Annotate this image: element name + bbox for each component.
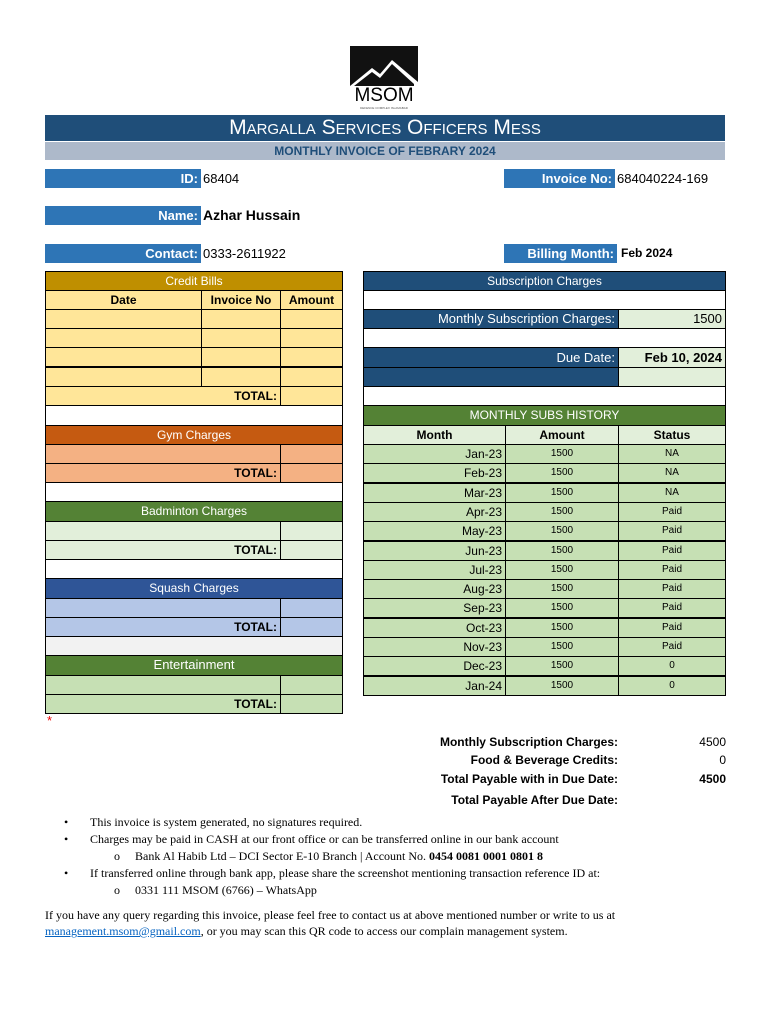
credit-col-invoice: Invoice No: [201, 290, 281, 310]
badminton-row: [45, 521, 281, 541]
spacer-row: [45, 636, 343, 656]
summary-after-label: Total Payable After Due Date:: [451, 793, 618, 807]
summary-within-label: Total Payable with in Due Date:: [440, 772, 618, 786]
history-month-cell: Dec-23: [363, 656, 506, 676]
badminton-charges-header: Badminton Charges: [45, 501, 343, 522]
history-month-cell: Apr-23: [363, 502, 506, 522]
history-status-cell: NA: [618, 444, 726, 464]
monthly-subscription-value: 1500: [618, 309, 726, 329]
gym-total-label: TOTAL:: [45, 463, 281, 483]
note-item: • Charges may be paid in CASH at our front office or can be transferred online in our bank account: [64, 832, 559, 846]
subs-history-header: MONTHLY SUBS HISTORY: [363, 405, 726, 426]
page-title: Margalla Services Officers Mess: [45, 115, 725, 141]
due-date-blank: [363, 367, 619, 387]
badminton-row-amount: [280, 521, 343, 541]
logo: [350, 46, 418, 110]
credit-total-label: TOTAL:: [45, 386, 281, 406]
history-month-cell: Jul-23: [363, 560, 506, 580]
id-value: 68404: [203, 171, 240, 186]
history-amount-cell: 1500: [505, 579, 619, 599]
contact-label: Contact:: [45, 244, 201, 263]
gym-row: [45, 444, 281, 464]
history-amount-cell: 1500: [505, 541, 619, 561]
history-amount-cell: 1500: [505, 637, 619, 657]
credit-row-amount: [280, 328, 343, 348]
history-status-cell: 0: [618, 676, 726, 696]
note-item: • If transferred online through bank app, please share the screenshot mentioning transaction reference ID at:: [64, 866, 601, 880]
logo-text: MSOM: [354, 85, 414, 106]
summary-food-value: 0: [719, 753, 726, 767]
history-month-cell: Nov-23: [363, 637, 506, 657]
history-col-amount: Amount: [505, 425, 619, 445]
badminton-total-value: [280, 540, 343, 560]
credit-row-date: [45, 309, 202, 329]
entertainment-row: [45, 675, 281, 695]
bank-account-number: 0454 0081 0001 0801 8: [429, 849, 544, 863]
history-amount-cell: 1500: [505, 618, 619, 638]
entertainment-total-label: TOTAL:: [45, 694, 281, 714]
invoice-no-label: Invoice No:: [504, 169, 615, 188]
billing-month-label: Billing Month:: [504, 244, 617, 263]
history-status-cell: 0: [618, 656, 726, 676]
id-label: ID:: [45, 169, 201, 188]
subscription-header: Subscription Charges: [363, 271, 726, 291]
footer-text: If you have any query regarding this invoice, please feel free to contact us at above mentioned number or write to us at management.msom@gmail.com, or you may scan this QR code to access our complain management system.: [45, 908, 616, 938]
asterisk-mark: *: [47, 713, 53, 728]
history-month-cell: Mar-23: [363, 483, 506, 503]
credit-row-amount: [280, 347, 343, 367]
history-month-cell: Jan-24: [363, 676, 506, 696]
summary-food-label: Food & Beverage Credits:: [470, 753, 618, 767]
history-status-cell: NA: [618, 483, 726, 503]
spacer-row: [45, 482, 343, 502]
squash-total-label: TOTAL:: [45, 617, 281, 637]
history-col-status: Status: [618, 425, 726, 445]
summary-monthly-value: 4500: [699, 735, 726, 749]
spacer-row: [45, 559, 343, 579]
history-status-cell: Paid: [618, 502, 726, 522]
credit-row-invoice: [201, 347, 281, 367]
squash-total-value: [280, 617, 343, 637]
history-month-cell: Sep-23: [363, 598, 506, 618]
name-label: Name:: [45, 206, 201, 225]
note-item: • This invoice is system generated, no signatures required.: [64, 815, 363, 829]
summary-monthly-label: Monthly Subscription Charges:: [439, 735, 618, 749]
history-amount-cell: 1500: [505, 521, 619, 541]
notes-list: [64, 814, 724, 899]
subscription-blank-row: [363, 290, 726, 310]
gym-row-amount: [280, 444, 343, 464]
credit-col-date: Date: [45, 290, 202, 310]
spacer-row: [45, 405, 343, 426]
credit-row-invoice: [201, 309, 281, 329]
credit-total-value: [280, 386, 343, 406]
history-month-cell: Feb-23: [363, 463, 506, 483]
credit-row-date: [45, 367, 202, 387]
due-date-label: Due Date:: [363, 347, 619, 368]
squash-row-amount: [280, 598, 343, 618]
history-amount-cell: 1500: [505, 483, 619, 503]
credit-row-amount: [280, 309, 343, 329]
history-month-cell: May-23: [363, 521, 506, 541]
credit-row-date: [45, 347, 202, 367]
credit-row-invoice: [201, 367, 281, 387]
note-subitem: o 0331 111 MSOM (6766) – WhatsApp: [114, 883, 317, 897]
due-date-blank-value: [618, 367, 726, 387]
squash-row: [45, 598, 281, 618]
history-amount-cell: 1500: [505, 598, 619, 618]
contact-value: 0333-2611922: [203, 246, 286, 261]
history-amount-cell: 1500: [505, 444, 619, 464]
history-amount-cell: 1500: [505, 656, 619, 676]
badminton-total-label: TOTAL:: [45, 540, 281, 560]
history-status-cell: NA: [618, 463, 726, 483]
history-month-cell: Jun-23: [363, 541, 506, 561]
credit-row-amount: [280, 367, 343, 387]
history-month-cell: Aug-23: [363, 579, 506, 599]
name-value: Azhar Hussain: [203, 207, 301, 223]
credit-row-invoice: [201, 328, 281, 348]
history-amount-cell: 1500: [505, 502, 619, 522]
history-month-cell: Jan-23: [363, 444, 506, 464]
history-status-cell: Paid: [618, 560, 726, 580]
gym-charges-header: Gym Charges: [45, 425, 343, 445]
credit-col-amount: Amount: [280, 290, 343, 310]
gym-total-value: [280, 463, 343, 483]
logo-mountain-icon: [350, 46, 418, 86]
history-amount-cell: 1500: [505, 676, 619, 696]
history-status-cell: Paid: [618, 521, 726, 541]
monthly-subscription-label: Monthly Subscription Charges:: [363, 309, 619, 329]
history-amount-cell: 1500: [505, 560, 619, 580]
due-date-value: Feb 10, 2024: [618, 347, 726, 368]
credit-bills-header: Credit Bills: [45, 271, 343, 291]
history-month-cell: Oct-23: [363, 618, 506, 638]
history-status-cell: Paid: [618, 579, 726, 599]
history-amount-cell: 1500: [505, 463, 619, 483]
subscription-blank-row: [363, 386, 726, 406]
history-status-cell: Paid: [618, 598, 726, 618]
history-status-cell: Paid: [618, 618, 726, 638]
entertainment-total-value: [280, 694, 343, 714]
squash-charges-header: Squash Charges: [45, 578, 343, 599]
history-status-cell: Paid: [618, 637, 726, 657]
note-subitem: o Bank Al Habib Ltd – DCI Sector E-10 Branch | Account No. 0454 0081 0001 0801 8: [114, 849, 544, 863]
invoice-no-value: 684040224-169: [617, 171, 709, 186]
billing-month-value: Feb 2024: [621, 246, 673, 260]
credit-row-date: [45, 328, 202, 348]
summary-within-value: 4500: [699, 772, 726, 786]
history-col-month: Month: [363, 425, 506, 445]
logo-tagline: DEFENCE COMPLEX ISLAMABAD: [360, 106, 408, 110]
entertainment-header: Entertainment: [45, 655, 343, 676]
page-subtitle: MONTHLY INVOICE OF FEBRARY 2024: [45, 142, 725, 160]
history-status-cell: Paid: [618, 541, 726, 561]
entertainment-row-amount: [280, 675, 343, 695]
email-link[interactable]: management.msom@gmail.com: [45, 924, 201, 938]
subscription-blank-row: [363, 328, 726, 348]
